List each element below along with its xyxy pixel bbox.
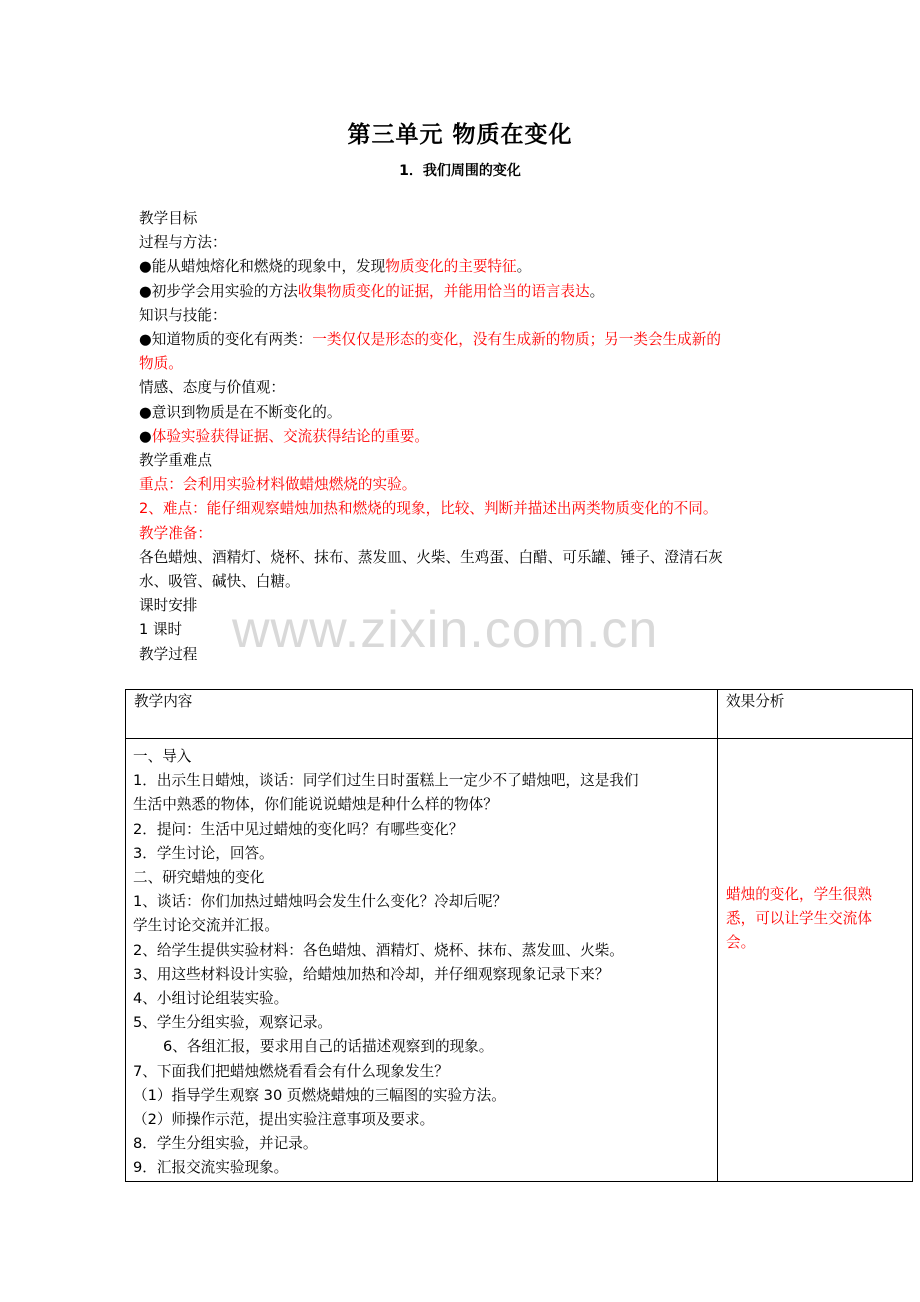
list-item: （1）指导学生观察 30 页燃烧蜡烛的三幅图的实验方法。	[133, 1086, 506, 1104]
lesson-plan	[139, 207, 799, 667]
list-item: （2）师操作示范，提出实验注意事项及要求。	[133, 1111, 435, 1129]
emotion-item-1: ●意识到物质是在不断变化的。	[139, 403, 342, 421]
table-header-analysis: 效果分析	[718, 690, 913, 739]
schedule-value: 1 课时	[139, 621, 183, 639]
list-item: 生活中熟悉的物体，你们能说说蜡烛是种什么样的物体？	[133, 796, 498, 814]
prep-line-1: 各色蜡烛、酒精灯、烧杯、抹布、蒸发皿、火柴、生鸡蛋、白醋、可乐罐、锤子、澄清石灰	[139, 548, 723, 566]
watermark: www.zixin.com.cn	[232, 601, 659, 659]
list-item: 8．学生分组实验，并记录。	[133, 1135, 318, 1153]
list-item: 3、用这些材料设计实验，给蜡烛加热和冷却，并仔细观察现象记录下来？	[133, 965, 610, 983]
process-method-item-2: ●初步学会用实验的方法收集物质变化的证据，并能用恰当的语言表达。	[139, 282, 605, 300]
table-cell-content	[126, 739, 718, 1182]
key-point: 重点：会利用实验材料做蜡烛燃烧的实验。	[139, 476, 417, 494]
key-heading: 教学重难点	[139, 452, 212, 470]
difficult-point: 2、难点：能仔细观察蜡烛加热和燃烧的现象，比较、判断并描述出两类物质变化的不同。	[139, 500, 718, 518]
list-item: 二、研究蜡烛的变化	[133, 869, 265, 887]
table-cell-analysis	[718, 739, 913, 1182]
lesson-subtitle: 1．我们周围的变化	[399, 163, 521, 179]
table-row	[126, 739, 913, 1182]
knowledge-item-1-cont: 物质。	[139, 355, 183, 373]
schedule-heading: 课时安排	[139, 597, 198, 615]
emphasis-text: 物质变化的主要特征	[385, 258, 517, 276]
list-item: 4、小组讨论组装实验。	[133, 990, 289, 1008]
table-header-content: 教学内容	[126, 690, 718, 739]
process-heading: 教学过程	[139, 645, 198, 663]
list-item: 1．出示生日蜡烛，谈话：同学们过生日时蛋糕上一定少不了蜡烛吧，这是我们	[133, 772, 639, 790]
prep-line-2: 水、吸管、碱快、白糖。	[139, 573, 300, 591]
list-item: 学生讨论交流并汇报。	[133, 917, 279, 935]
analysis-line: 会。	[726, 934, 756, 952]
emphasis-text: 一类仅仅是形态的变化，没有生成新的物质；另一类会生成新的	[312, 331, 721, 349]
list-item: 7、下面我们把蜡烛燃烧看看会有什么现象发生？	[133, 1062, 449, 1080]
list-item: 1、谈话：你们加热过蜡烛吗会发生什么变化？冷却后呢？	[133, 893, 508, 911]
goals-heading: 教学目标	[139, 210, 198, 227]
list-item: 6、各组汇报，要求用自己的话描述观察到的现象。	[163, 1038, 494, 1056]
table-header-row	[126, 690, 913, 739]
emotion-item-2: ●体验实验获得证据、交流获得结论的重要。	[139, 427, 430, 445]
prep-heading: 教学准备：	[139, 524, 212, 542]
analysis-line: 悉，可以让学生交流体	[726, 910, 872, 928]
knowledge-heading: 知识与技能：	[139, 306, 227, 324]
emotion-heading: 情感、态度与价值观：	[139, 379, 285, 397]
teaching-process-table	[125, 689, 913, 1182]
list-item: 9．汇报交流实验现象。	[133, 1159, 289, 1177]
emphasis-text: 体验实验获得证据、交流获得结论的重要。	[151, 427, 430, 445]
process-method-heading: 过程与方法：	[139, 234, 227, 252]
list-item: 3．学生讨论，回答。	[133, 844, 274, 862]
list-item: 5、学生分组实验，观察记录。	[133, 1014, 333, 1032]
list-item: 2、给学生提供实验材料：各色蜡烛、酒精灯、烧杯、抹布、蒸发皿、火柴。	[133, 941, 624, 959]
page-title: 第三单元 物质在变化	[347, 122, 573, 148]
analysis-line: 蜡烛的变化，学生很熟	[726, 886, 872, 903]
list-item: 一、导入	[133, 748, 192, 765]
emphasis-text: 收集物质变化的证据，并能用恰当的语言表达	[297, 282, 590, 300]
process-method-item-1: ●能从蜡烛熔化和燃烧的现象中，发现物质变化的主要特征。	[139, 258, 532, 276]
list-item: 2．提问：生活中见过蜡烛的变化吗？有哪些变化？	[133, 820, 464, 838]
knowledge-item-1: ●知道物质的变化有两类：一类仅仅是形态的变化，没有生成新的物质；另一类会生成新的	[139, 331, 721, 349]
